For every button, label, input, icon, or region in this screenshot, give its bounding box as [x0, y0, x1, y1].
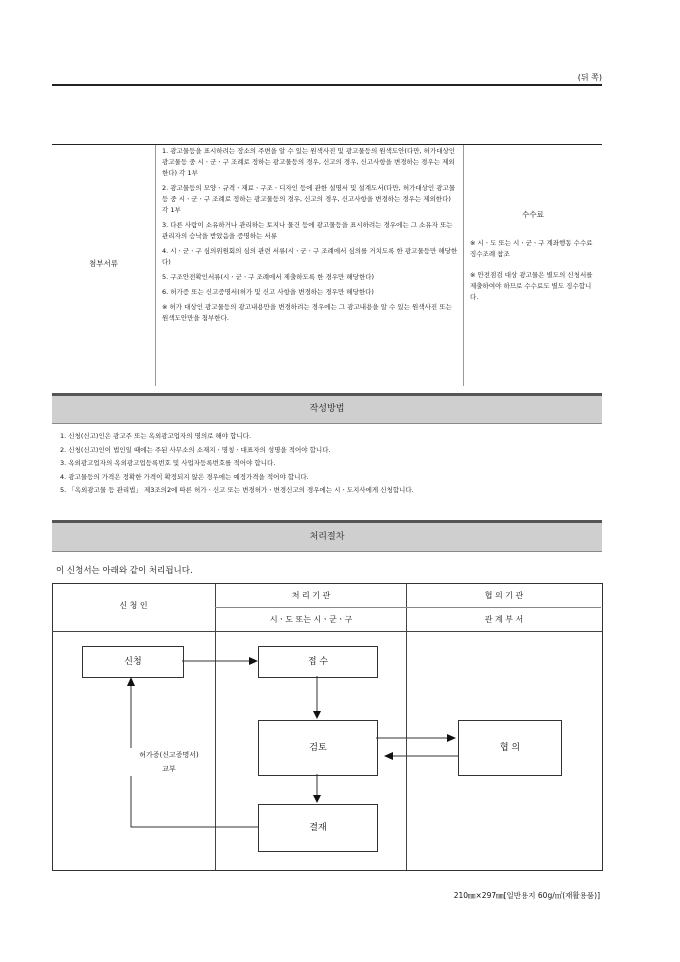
process-bar: 처리절차: [52, 520, 602, 552]
writing-item: 3. 옥외광고업자의 옥외광고업등록번호 및 사업자등록번호를 적어야 합니다.: [60, 459, 276, 467]
receive-box: 접 수: [258, 646, 378, 678]
agency-header: 처 리 기 관: [291, 591, 331, 600]
arrowhead-consult: [447, 734, 456, 742]
writing-item: 5. 「옥외광고물 등 관리법」 제3조의2에 따른 허가ㆍ신고 또는 변경허가ㆍ변경신고의 경우에는 시ㆍ도지사에게 신청합니다.: [60, 486, 414, 494]
arrowhead-apply: [127, 677, 135, 686]
attachment-item: 4. 시ㆍ군ㆍ구 심의위원회의 심의 관련 서류(시ㆍ군ㆍ구 조례에서 심의를 거치도록 한 광고물등만 해당한다): [162, 247, 458, 266]
attachment-note: ※ 허가 대상인 광고물등의 광고내용만을 변경하려는 경우에는 그 광고내용을 알 수 있는 원색사진 또는 원색도안만을 첨부한다.: [162, 303, 452, 322]
consult-box: 협 의: [458, 720, 562, 776]
attachments-label: 첨부서류: [89, 259, 118, 268]
writing-method-bar: 작성방법: [52, 393, 602, 424]
attachment-item: 5. 구조안전확인서류(시ㆍ군ㆍ구 조례에서 제출하도록 한 경우만 해당한다): [162, 273, 375, 281]
attachment-item: 6. 허가증 또는 신고증명서(허가 및 신고 사항을 변경하는 경우만 해당한다): [162, 288, 374, 296]
issue-label-line-1: 허가증(신고증명서): [139, 751, 199, 759]
consult-header: 협 의 기 관: [484, 591, 524, 600]
applicant-header: 신 청 인: [119, 601, 148, 610]
fee-title: 수수료: [522, 210, 544, 219]
writing-item: 4. 광고물등의 가격은 정확한 가격이 확정되지 않은 경우에는 예정가격을 적어야 합니다.: [60, 472, 309, 481]
process-intro: 이 신청서는 아래와 같이 처리됩니다.: [56, 566, 193, 576]
attachment-item: 3. 다른 사람이 소유하거나 관리하는 토지나 물건 등에 광고물등을 표시하려는 경우에는 그 소유자 또는 관리자의 승낙을 받았음을 증명하는 서류: [162, 221, 453, 240]
writing-item: 1. 신청(신고)인은 광고주 또는 옥외광고업자의 명의로 해야 합니다.: [60, 432, 252, 440]
issue-label: [124, 748, 214, 776]
fee-note: ※ 시ㆍ도 또는 시ㆍ군ㆍ구 계좌행동 수수료 징수조례 참조: [470, 239, 593, 258]
arrowhead-approve: [313, 795, 321, 803]
consult-subheader: 관 계 부 서: [484, 615, 524, 624]
arrowhead-receive: [249, 657, 258, 665]
review-box: 검토: [258, 720, 378, 776]
attachment-item: 2. 광고물등의 모양ㆍ규격ㆍ재료ㆍ구조ㆍ디자인 등에 관한 설명서 및 설계도서(다만, 허가대상인 광고물등 중 시ㆍ군ㆍ구 조례로 정하는 광고물등의 경우, 신고의 경우, 신고사항을 변경하는 경우는 제외한다) 각 1부: [162, 184, 456, 214]
apply-box: 신청: [82, 646, 184, 678]
agency-subheader: 시ㆍ도 또는 시ㆍ군ㆍ구: [269, 615, 353, 624]
arrowhead-review: [313, 711, 321, 719]
issue-label-line-2: 교부: [162, 765, 176, 773]
fee-note: ※ 안전점검 대상 광고물은 별도의 신청서를 제출하여야 하므로 수수료도 별도 징수합니다.: [470, 271, 593, 301]
writing-item: 2. 신청(신고)인이 법인일 때에는 주된 사무소의 소재지ㆍ명칭ㆍ대표자의 성명을 적어야 합니다.: [60, 445, 331, 454]
approve-box: 결재: [258, 804, 378, 852]
attachment-item: 1. 광고물등을 표시하려는 장소의 주변을 알 수 있는 원색사진 및 광고물등의 원색도안(다만, 허가대상인 광고물등 중 시ㆍ군ㆍ구 조례로 정하는 광고물등의 경우, 신고의 경우, 신고사항을 변경하는 경우는 제외한다) 각 1부: [162, 147, 456, 177]
back-page-label: (뒤 쪽): [577, 73, 602, 82]
arrowhead-review-back: [384, 752, 393, 760]
paper-spec: 210㎜×297㎜[일반용지 60g/㎡(재활용품)]: [453, 891, 600, 900]
